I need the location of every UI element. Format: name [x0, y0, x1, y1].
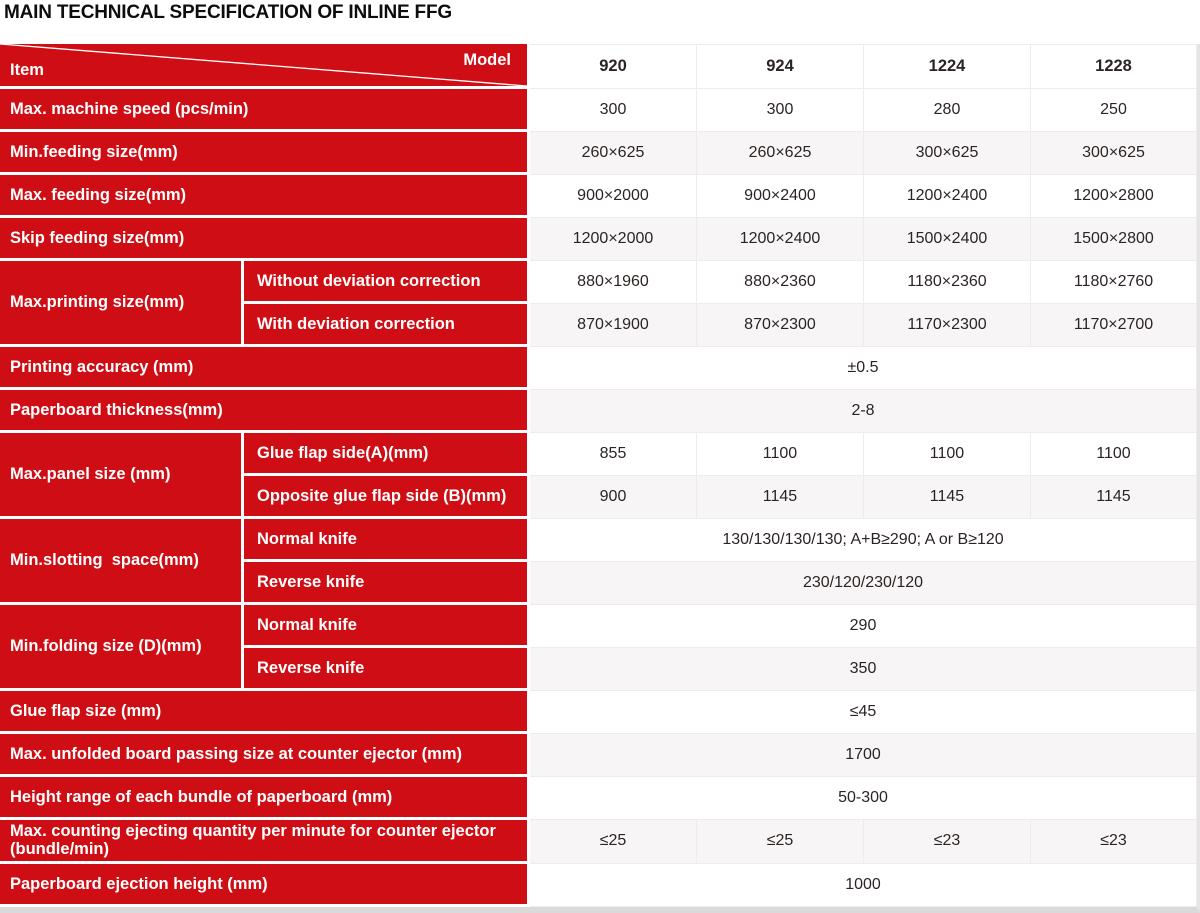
spec-value: 1180×2360: [864, 261, 1031, 304]
spec-value: ≤23: [864, 820, 1031, 864]
spec-row: [0, 519, 1197, 562]
spec-row-label: Max. feeding size(mm): [0, 175, 530, 218]
spec-row: [0, 390, 1197, 433]
spec-row: [0, 777, 1197, 820]
spec-row: [0, 132, 1197, 175]
spec-value: 1000: [530, 864, 1197, 907]
spec-value: ±0.5: [530, 347, 1197, 390]
spec-value: 1200×2400: [697, 218, 864, 261]
spec-value: ≤45: [530, 691, 1197, 734]
spec-value: 1145: [697, 476, 864, 519]
spec-value: 1100: [1031, 433, 1197, 476]
model-column-header: 920: [530, 44, 697, 89]
spec-value: 900×2000: [530, 175, 697, 218]
spec-row-sublabel: Normal knife: [244, 519, 530, 562]
item-model-corner-cell: [0, 44, 530, 89]
spec-row-label: Max. counting ejecting quantity per minute for counter ejector (bundle/min): [0, 820, 530, 864]
spec-row: [0, 734, 1197, 777]
spec-value: 250: [1031, 89, 1197, 132]
spec-value: 1180×2760: [1031, 261, 1197, 304]
model-column-header: 1228: [1031, 44, 1197, 89]
spec-row-label: Max.printing size(mm): [0, 261, 244, 347]
spec-table-wrapper: [0, 44, 1200, 913]
spec-value: ≤25: [697, 820, 864, 864]
spec-row-sublabel: Without deviation correction: [244, 261, 530, 304]
spec-row: [0, 864, 1197, 907]
spec-row: [0, 820, 1197, 864]
spec-value: 130/130/130/130; A+B≥290; A or B≥120: [530, 519, 1197, 562]
spec-row: [0, 89, 1197, 132]
spec-value: 280: [864, 89, 1031, 132]
model-column-header: 924: [697, 44, 864, 89]
page-title: MAIN TECHNICAL SPECIFICATION OF INLINE FFG: [4, 2, 452, 23]
spec-value: 1100: [864, 433, 1031, 476]
spec-row: [0, 175, 1197, 218]
spec-value: 2-8: [530, 390, 1197, 433]
spec-row-label: Min.folding size (D)(mm): [0, 605, 244, 691]
spec-row: [0, 261, 1197, 304]
spec-value: 300×625: [864, 132, 1031, 175]
spec-row: [0, 218, 1197, 261]
spec-value: 900: [530, 476, 697, 519]
spec-value: 870×1900: [530, 304, 697, 347]
spec-value: 880×1960: [530, 261, 697, 304]
spec-row: [0, 605, 1197, 648]
spec-value: ≤25: [530, 820, 697, 864]
spec-row-sublabel: With deviation correction: [244, 304, 530, 347]
spec-value: 300×625: [1031, 132, 1197, 175]
spec-row: [0, 347, 1197, 390]
spec-value: 50-300: [530, 777, 1197, 820]
spec-value: 855: [530, 433, 697, 476]
spec-value: 1200×2000: [530, 218, 697, 261]
diagonal-divider-line: [0, 44, 527, 86]
spec-value: 1200×2800: [1031, 175, 1197, 218]
spec-row-sublabel: Reverse knife: [244, 648, 530, 691]
spec-value: 1500×2400: [864, 218, 1031, 261]
spec-row: [0, 691, 1197, 734]
spec-value: 1145: [1031, 476, 1197, 519]
spec-row-label: Paperboard ejection height (mm): [0, 864, 530, 907]
spec-value: 1700: [530, 734, 1197, 777]
spec-row-label: Min.feeding size(mm): [0, 132, 530, 175]
spec-value: 870×2300: [697, 304, 864, 347]
spec-row-sublabel: Normal knife: [244, 605, 530, 648]
spec-row-sublabel: Glue flap side(A)(mm): [244, 433, 530, 476]
spec-value: 300: [697, 89, 864, 132]
spec-row-sublabel: Reverse knife: [244, 562, 530, 605]
model-header-label: Model: [463, 51, 511, 69]
spec-value: 290: [530, 605, 1197, 648]
spec-value: 880×2360: [697, 261, 864, 304]
spec-value: 1145: [864, 476, 1031, 519]
header-row: [0, 44, 1197, 89]
spec-value: 260×625: [530, 132, 697, 175]
spec-row-label: Max. unfolded board passing size at counter ejector (mm): [0, 734, 530, 777]
spec-value: ≤23: [1031, 820, 1197, 864]
spec-row-label: Glue flap size (mm): [0, 691, 530, 734]
spec-value: 1200×2400: [864, 175, 1031, 218]
model-column-header: 1224: [864, 44, 1031, 89]
spec-value: 260×625: [697, 132, 864, 175]
spec-row-label: Height range of each bundle of paperboard (mm): [0, 777, 530, 820]
spec-row: [0, 433, 1197, 476]
spec-row-sublabel: Opposite glue flap side (B)(mm): [244, 476, 530, 519]
spec-table: [0, 44, 1197, 907]
spec-value: 1500×2800: [1031, 218, 1197, 261]
spec-value: 230/120/230/120: [530, 562, 1197, 605]
spec-row-label: Skip feeding size(mm): [0, 218, 530, 261]
spec-value: 1170×2700: [1031, 304, 1197, 347]
spec-row-label: Min.slotting space(mm): [0, 519, 244, 605]
spec-row-label: Max. machine speed (pcs/min): [0, 89, 530, 132]
spec-row-label: Paperboard thickness(mm): [0, 390, 530, 433]
spec-value: 300: [530, 89, 697, 132]
spec-value: 1100: [697, 433, 864, 476]
spec-row-label: Max.panel size (mm): [0, 433, 244, 519]
spec-value: 350: [530, 648, 1197, 691]
spec-value: 900×2400: [697, 175, 864, 218]
item-header-label: Item: [10, 61, 44, 79]
spec-row-label: Printing accuracy (mm): [0, 347, 530, 390]
spec-value: 1170×2300: [864, 304, 1031, 347]
